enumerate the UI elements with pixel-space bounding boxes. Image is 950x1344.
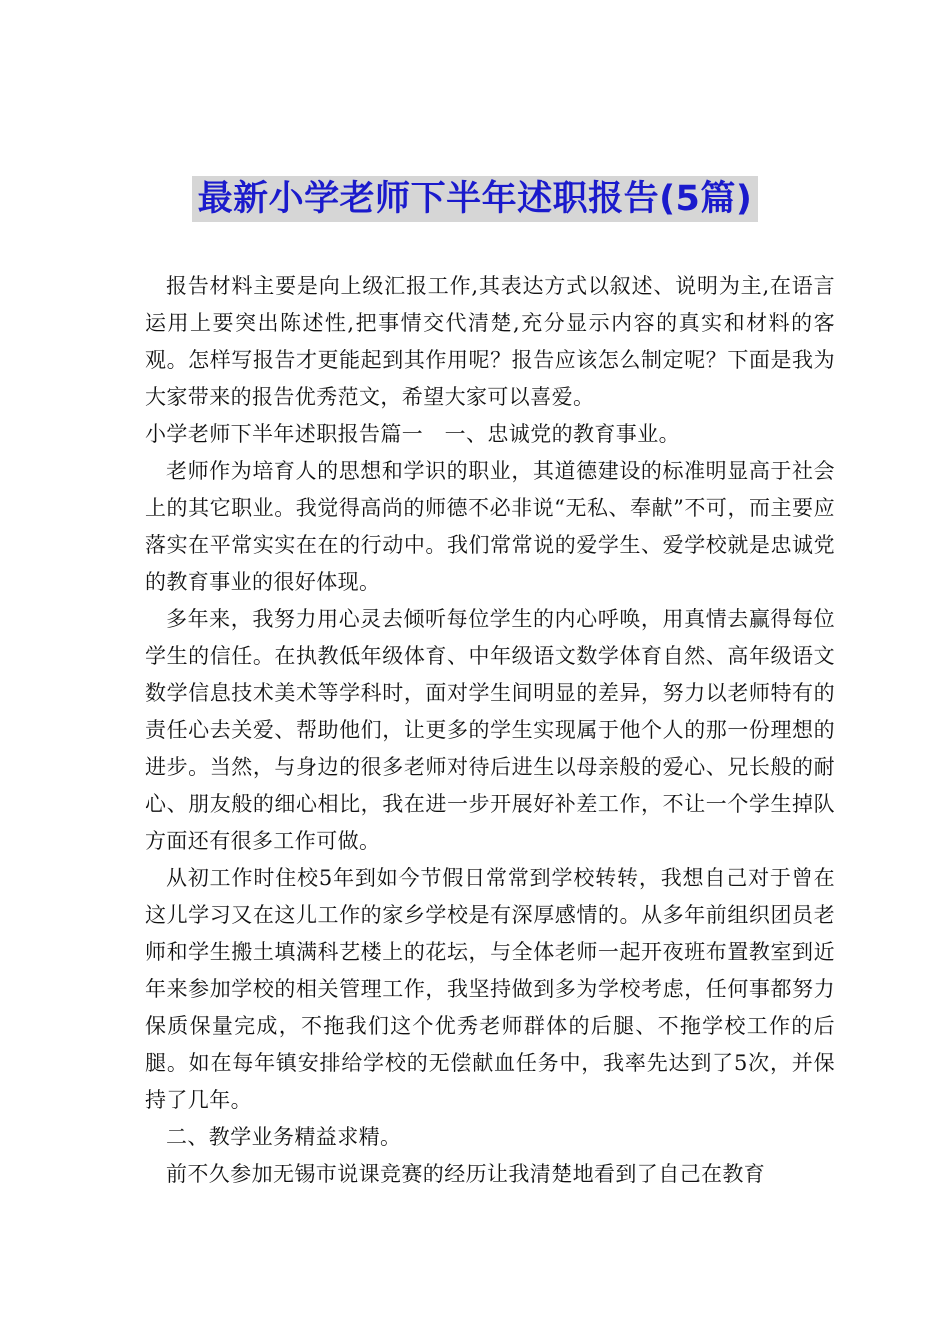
paragraph-students: 多年来，我努力用心灵去倾听每位学生的内心呼唤，用真情去赢得每位学生的信任。在执教低年级体育、中年级语文数学体育自然、高年级语文数学信息技术美术等学科时，面对学生间明显的差异，努力以老师特有的责任心去关爱、帮助他们，让更多的学生实现属于他个人的那一份理想的进步。当然，与身边的很多老师对待后进生以母亲般的爱心、兄长般的耐心、朋友般的细心相比，我在进一步开展好补差工作，不让一个学生掉队方面还有很多工作可做。 [145,607,835,853]
paragraph-intro: 报告材料主要是向上级汇报工作,其表达方式以叙述、说明为主,在语言运用上要突出陈述性,把事情交代清楚,充分显示内容的真实和材料的客观。怎样写报告才更能起到其作用呢？报告应该怎么制定呢？下面是我为大家带来的报告优秀范文，希望大家可以喜爱。 [145,274,835,409]
document-title: 最新小学老师下半年述职报告(5篇) [192,176,759,222]
document-body [145,268,835,1193]
paragraph-competition: 前不久参加无锡市说课竞赛的经历让我清楚地看到了自己在教育 [166,1162,766,1186]
section-heading-2: 二、教学业务精益求精。 [166,1125,402,1149]
paragraph-school: 从初工作时住校5年到如今节假日常常到学校转转，我想自己对于曾在这儿学习又在这儿工作的家乡学校是有深厚感情的。从多年前组织团员老师和学生搬土填满科艺楼上的花坛，与全体老师一起开夜班布置教室到近年来参加学校的相关管理工作，我坚持做到多为学校考虑，任何事都努力保质保量完成，不拖我们这个优秀老师群体的后腿、不拖学校工作的后腿。如在每年镇安排给学校的无偿献血任务中，我率先达到了5次，并保持了几年。 [145,866,835,1112]
title-container [0,176,950,222]
paragraph-ethics: 老师作为培育人的思想和学识的职业，其道德建设的标准明显高于社会上的其它职业。我觉得高尚的师德不必非说“无私、奉献”不可，而主要应落实在平常实实在在的行动中。我们常常说的爱学生、爱学校就是忠诚党的教育事业的很好体现。 [145,459,835,594]
section-heading-1: 小学老师下半年述职报告篇一 一、忠诚党的教育事业。 [145,422,680,446]
